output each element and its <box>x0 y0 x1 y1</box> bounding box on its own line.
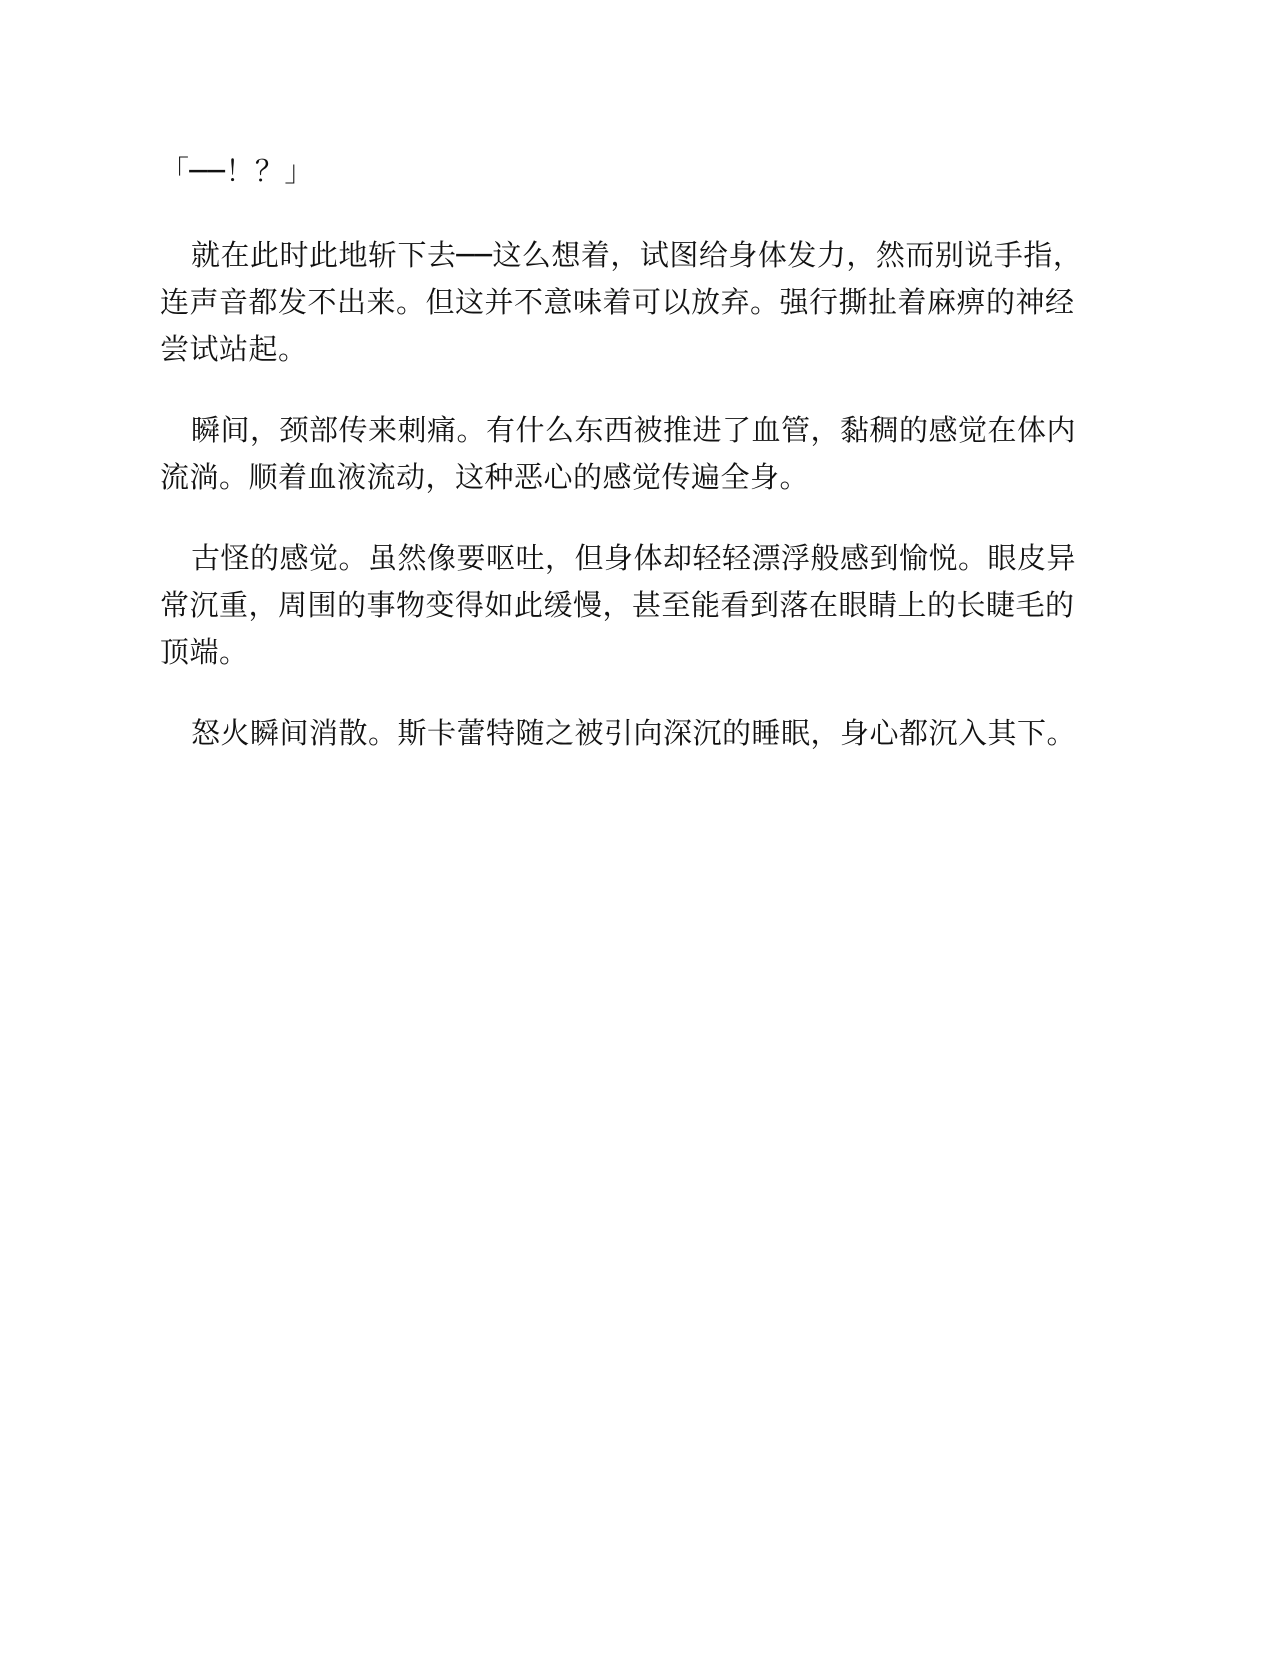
paragraph-dialogue: 「──！？」 <box>160 154 314 188</box>
document-body <box>160 148 1100 791</box>
paragraph: 瞬间，颈部传来刺痛。有什么东西被推进了血管，黏稠的感觉在体内流淌。顺着血液流动，这种恶心的感觉传遍全身。 <box>160 413 1077 494</box>
paragraph: 古怪的感觉。虽然像要呕吐，但身体却轻轻漂浮般感到愉悦。眼皮异常沉重，周围的事物变得如此缓慢，甚至能看到落在眼睛上的长睫毛的顶端。 <box>160 541 1077 669</box>
paragraph: 怒火瞬间消散。斯卡蕾特随之被引向深沉的睡眠，身心都沉入其下。 <box>191 716 1077 750</box>
paragraph: 就在此时此地斩下去──这么想着，试图给身体发力，然而别说手指，连声音都发不出来。但这并不意味着可以放弃。强行撕扯着麻痹的神经尝试站起。 <box>160 238 1083 366</box>
